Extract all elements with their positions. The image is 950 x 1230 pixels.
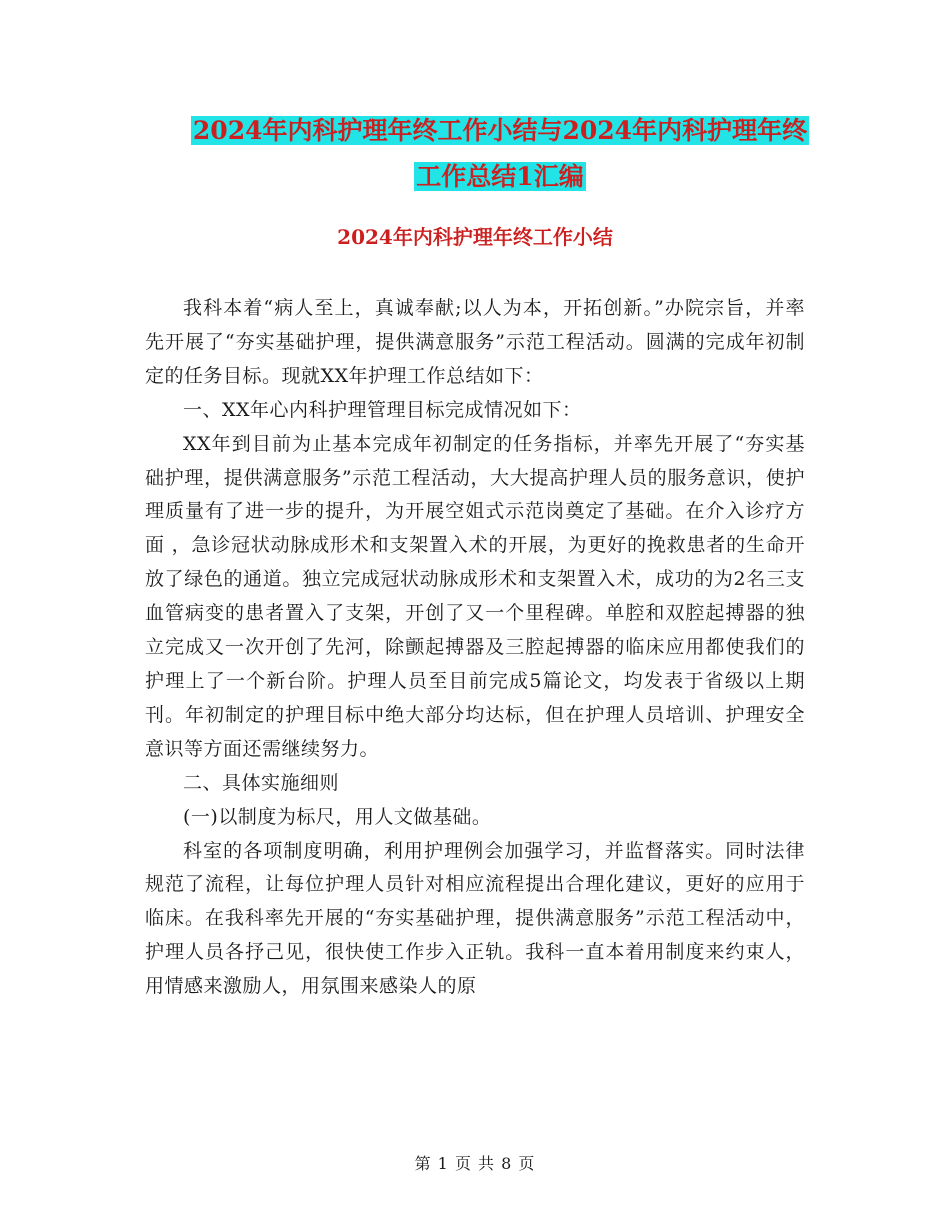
- subheading-1: (一)以制度为标尺，用人文做基础。: [183, 805, 492, 828]
- paragraph-system: 科室的各项制度明确，利用护理例会加强学习，并监督落实。同时法律规范了流程，让每位护理人员针对相应流程提出合理化建议，更好的应用于临床。在我科率先开展的“夯实基础护理，提供满意服务”示范工程活动中，护理人员各抒己见，很快使工作步入正轨。我科一直本着用制度来约束人，用情感来激励人，用氛围来感染人的原: [145, 839, 805, 998]
- heading-part-2: 二、具体实施细则: [183, 771, 340, 794]
- paragraph-intro: 我科本着“病人至上，真诚奉献;以人为本，开拓创新。”办院宗旨，并率先开展了“夯实基础护理，提供满意服务”示范工程活动。圆满的完成年初制定的任务目标。现就XX年护理工作总结如下：: [145, 297, 805, 387]
- heading-part-1: 一、XX年心内科护理管理目标完成情况如下：: [183, 398, 582, 421]
- document-title-line-1: 2024年内科护理年终工作小结与2024年内科护理年终: [192, 116, 808, 145]
- paragraph-goals: XX年到目前为止基本完成年初制定的任务指标，并率先开展了“夯实基础护理，提供满意服务”示范工程活动，大大提高护理人员的服务意识，使护理质量有了进一步的提升，为开展空姐式示范岗奠定了基础。在介入诊疗方面 ，急诊冠状动脉成形术和支架置入术的开展，为更好的挽救患者的生命开放了绿色的通道。独立完成冠状动脉成形术和支架置入术，成功的为2名三支血管病变的患者置入了支架，开创了又一个里程碑。单腔和双腔起搏器的独立完成又一次开创了先河，除颤起搏器及三腔起搏器的临床应用都使我们的护理上了一个新台阶。护理人员至目前完成5篇论文，均发表于省级以上期刊。年初制定的护理目标中绝大部分均达标，但在护理人员培训、护理安全意识等方面还需继续努力。: [145, 432, 805, 760]
- document-body: [145, 292, 805, 1004]
- page-footer: 第 1 页 共 8 页: [414, 1154, 536, 1173]
- document-title-line-2: 工作总结1汇编: [416, 162, 584, 191]
- section-title: 2024年内科护理年终工作小结: [337, 225, 613, 249]
- document-title: [145, 108, 855, 200]
